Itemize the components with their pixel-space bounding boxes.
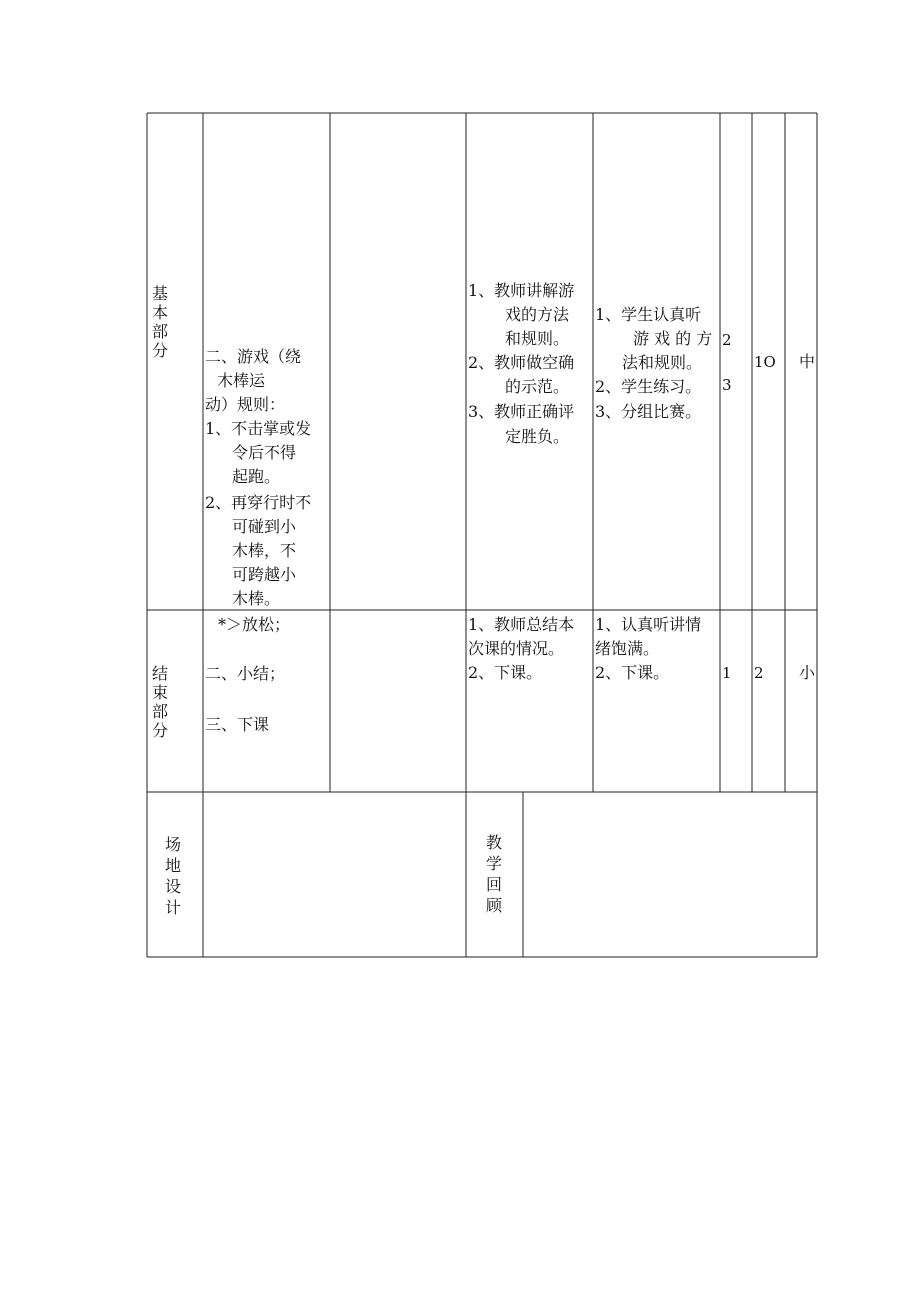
basic-teacher-line: 2、教师做空确	[468, 353, 575, 372]
ending-student-line: 1、认真听讲情	[595, 615, 702, 634]
basic-teacher-line: 定胜负。	[505, 427, 570, 446]
teaching-review-label: 教学回顾	[485, 833, 502, 915]
basic-time: 1O	[754, 353, 776, 371]
ending-teacher-line: 2、下课。	[468, 663, 543, 682]
basic-student-line: 游 戏 的 方	[633, 329, 713, 348]
basic-intensity: 中	[799, 352, 816, 371]
ending-time: 2	[754, 664, 764, 682]
basic-student-line: 2、学生练习。	[595, 377, 702, 396]
ending-content-line: *＞放松；	[218, 615, 291, 634]
basic-student-line: 1、学生认真听	[595, 305, 702, 324]
venue-design-label: 场地设计	[164, 835, 181, 917]
ending-student-line: 绪饱满。	[595, 639, 660, 658]
basic-content-line: 二、游戏（绕	[205, 347, 302, 366]
ending-content-line: 二、小结；	[205, 664, 286, 683]
basic-content-line: 1、不击掌或发	[205, 419, 312, 438]
basic-content-line: 令后不得	[232, 443, 297, 462]
ending-count: 1	[722, 664, 732, 682]
ending-student-line: 2、下课。	[595, 663, 670, 682]
basic-content-line: 木棒运	[217, 371, 266, 390]
basic-content-line: 木棒。	[232, 589, 281, 608]
basic-count: 2	[722, 331, 732, 349]
basic-content-line: 起跑。	[232, 467, 281, 486]
ending-teacher-line: 次课的情况。	[468, 639, 565, 658]
basic-student-line: 法和规则。	[622, 353, 703, 372]
basic-teacher-line: 戏的方法	[505, 305, 570, 324]
basic-content-line: 动）规则：	[205, 395, 286, 414]
basic-count: 3	[722, 376, 732, 394]
ending-section-label: 结束部分	[151, 664, 168, 740]
ending-content-line: 三、下课	[205, 715, 270, 734]
basic-content-line: 可碰到小	[232, 517, 297, 536]
basic-content-line: 可跨越小	[232, 565, 297, 584]
basic-section-label: 基本部分	[151, 284, 168, 360]
basic-student-line: 3、分组比赛。	[595, 402, 702, 421]
basic-teacher-line: 和规则。	[505, 329, 570, 348]
basic-teacher-line: 3、教师正确评	[468, 402, 575, 421]
basic-content-line: 2、再穿行时不	[205, 493, 312, 512]
ending-teacher-line: 1、教师总结本	[468, 615, 575, 634]
basic-teacher-line: 1、教师讲解游	[468, 281, 575, 300]
ending-intensity: 小	[799, 663, 816, 682]
basic-teacher-line: 的示范。	[505, 377, 570, 396]
basic-content-line: 木棒，不	[232, 541, 297, 560]
